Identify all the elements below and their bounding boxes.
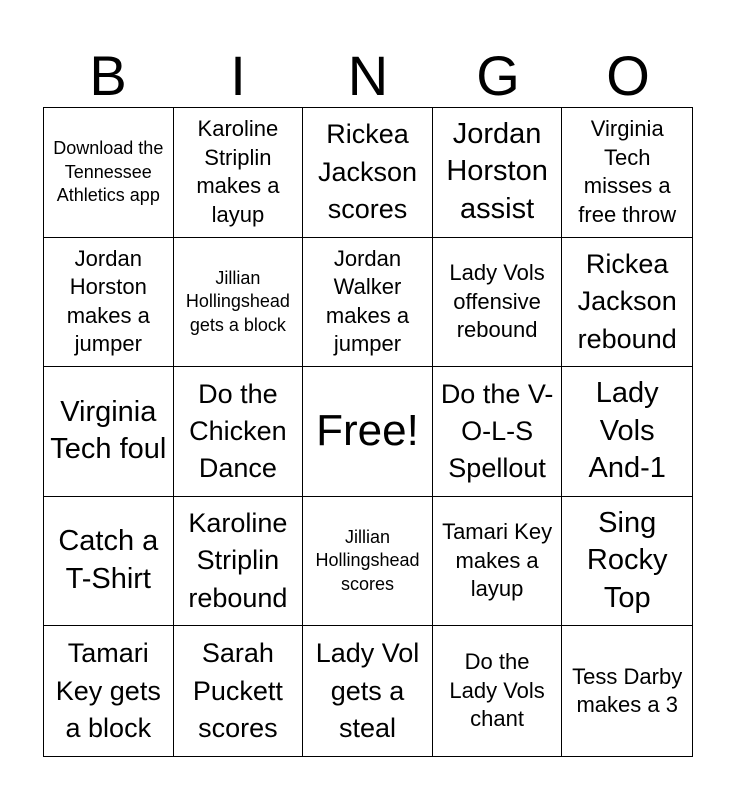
- bingo-cell[interactable]: [44, 497, 174, 627]
- bingo-cell[interactable]: [174, 497, 304, 627]
- bingo-cell[interactable]: [562, 497, 692, 627]
- bingo-cell-text: Tamari Key makes a layup: [442, 519, 553, 602]
- bingo-cell[interactable]: [174, 238, 304, 368]
- bingo-cell[interactable]: [303, 497, 433, 627]
- bingo-cell[interactable]: [44, 238, 174, 368]
- bingo-cell[interactable]: [562, 367, 692, 497]
- bingo-cell-text: Free!: [316, 406, 419, 456]
- bingo-cell[interactable]: [433, 626, 563, 756]
- header-letter-b: B: [89, 44, 127, 107]
- bingo-cell[interactable]: [562, 238, 692, 368]
- bingo-cell-text: Tess Darby makes a 3: [572, 663, 683, 718]
- bingo-cell[interactable]: [44, 367, 174, 497]
- bingo-cell-text: Karoline Striplin rebound: [188, 508, 288, 613]
- bingo-cell-text: Jordan Horston makes a jumper: [66, 245, 150, 357]
- bingo-cell-text: Sarah Puckett scores: [192, 638, 283, 743]
- bingo-cell-text: Jillian Hollingshead gets a block: [185, 267, 290, 335]
- bingo-cell[interactable]: [562, 108, 692, 238]
- bingo-cell[interactable]: [433, 108, 563, 238]
- header-letter-n: N: [347, 44, 389, 107]
- bingo-cell-text: Do the Lady Vols chant: [449, 649, 545, 732]
- header-letter-o: O: [606, 44, 650, 107]
- header-letter-g: G: [476, 44, 520, 107]
- bingo-cell-text: Virginia Tech foul: [50, 395, 167, 466]
- bingo-cell-text: Jordan Walker makes a jumper: [325, 245, 410, 357]
- bingo-cell-text: Do the Chicken Dance: [189, 378, 287, 484]
- bingo-cell[interactable]: [433, 367, 563, 497]
- bingo-cell[interactable]: [562, 626, 692, 756]
- bingo-cell-text: Jillian Hollingshead scores: [315, 527, 420, 594]
- bingo-cell-text: Virginia Tech misses a free throw: [578, 116, 677, 227]
- bingo-cell-text: Download the Tennessee Athletics app: [53, 138, 164, 205]
- bingo-cell-text: Rickea Jackson scores: [317, 119, 418, 224]
- free-space-cell[interactable]: [303, 367, 433, 497]
- bingo-cell-text: Lady Vol gets a steal: [315, 638, 420, 743]
- bingo-cell-text: Catch a T-Shirt: [58, 525, 159, 596]
- bingo-cell-text: Lady Vols And-1: [588, 376, 666, 485]
- bingo-cell-text: Do the V-O-L-S Spellout: [440, 378, 554, 484]
- bingo-cell-text: Tamari Key gets a block: [55, 638, 161, 743]
- bingo-cell[interactable]: [174, 108, 304, 238]
- bingo-cell-text: Karoline Striplin makes a layup: [196, 116, 280, 227]
- bingo-cell-text: Lady Vols offensive rebound: [449, 260, 545, 343]
- bingo-cell[interactable]: [303, 238, 433, 368]
- bingo-cell[interactable]: [44, 626, 174, 756]
- bingo-cell[interactable]: [433, 497, 563, 627]
- bingo-cell[interactable]: [303, 626, 433, 756]
- bingo-cell-text: Rickea Jackson rebound: [577, 249, 677, 354]
- bingo-cell-text: Jordan Horston assist: [446, 117, 548, 226]
- header-letter-i: I: [230, 44, 246, 107]
- bingo-cell[interactable]: [303, 108, 433, 238]
- bingo-board: [43, 107, 693, 757]
- bingo-header: [43, 40, 693, 108]
- bingo-cell[interactable]: [174, 626, 304, 756]
- bingo-cell[interactable]: [44, 108, 174, 238]
- bingo-cell[interactable]: [433, 238, 563, 368]
- bingo-cell-text: Sing Rocky Top: [586, 506, 668, 614]
- bingo-cell[interactable]: [174, 367, 304, 497]
